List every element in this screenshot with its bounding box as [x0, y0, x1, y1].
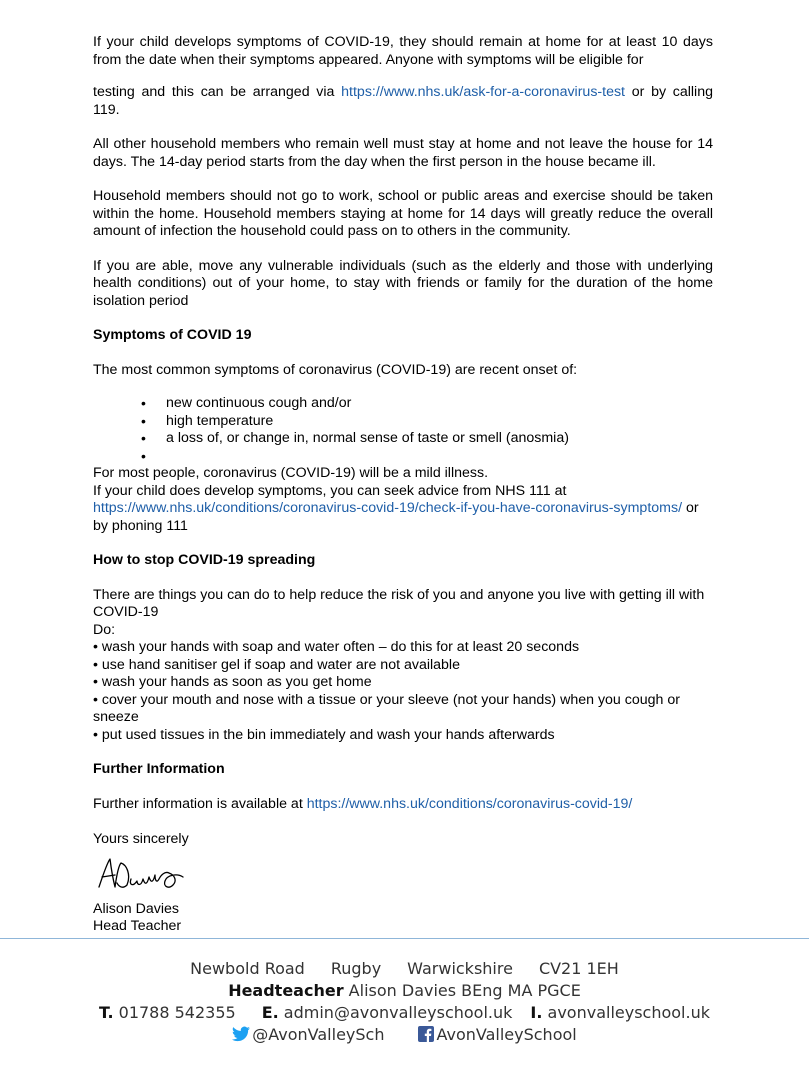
facebook-page[interactable]: AvonValleySchool — [436, 1025, 577, 1044]
address-county: Warwickshire — [407, 959, 513, 978]
do-label: Do: — [93, 621, 116, 638]
nhs-symptoms-link[interactable]: https://www.nhs.uk/conditions/coronavirus-covid-19/check-if-you-have-coronavirus-symptoms/ — [93, 500, 683, 516]
signature-image — [93, 853, 188, 895]
list-item: • new continuous cough and/or — [141, 395, 713, 413]
headteacher-label: Headteacher — [228, 981, 344, 1000]
spread-lead: There are things you can do to help reduce the risk of you and anyone you live with getting ill with COVID-19 — [93, 586, 705, 620]
twitter-handle[interactable]: @AvonValleySch — [252, 1025, 385, 1044]
mild-illness-text: For most people, coronavirus (COVID-19) will be a mild illness. — [93, 465, 489, 481]
symptoms-heading: Symptoms of COVID 19 — [93, 327, 252, 343]
footer-social — [0, 1024, 809, 1046]
intro-paragraph-4: Household members should not go to work, school or public areas and exercise should be taken within the home. Household members staying at home for 14 days will greatly reduce the overall amount of infection the household could pass on to others in the community. — [93, 188, 713, 239]
signatory-title: Head Teacher — [93, 918, 182, 934]
list-item: • wash your hands as soon as you get home — [93, 674, 372, 690]
intro-paragraph-1: If your child develops symptoms of COVID-19, they should remain at home for at least 10 days from the date when their symptoms appeared. Anyone with symptoms will be eligible for — [93, 34, 713, 68]
list-item — [141, 448, 713, 466]
symptoms-list — [93, 395, 713, 465]
test-link[interactable]: https://www.nhs.uk/ask-for-a-coronavirus-test — [341, 84, 626, 100]
signatory-name: Alison Davies — [93, 900, 179, 917]
footer-address — [0, 958, 809, 980]
letter-body — [93, 34, 713, 936]
address-street: Newbold Road — [190, 959, 305, 978]
nhs-advice-text: If your child does develop symptoms, you can seek advice from NHS 111 at — [93, 482, 567, 499]
facebook-f-icon — [418, 1026, 434, 1042]
list-item: • wash your hands with soap and water often – do this for at least 20 seconds — [93, 639, 580, 655]
headteacher-value: Alison Davies BEng MA PGCE — [343, 981, 581, 1000]
tel-value: 01788 542355 — [113, 1003, 236, 1022]
address-postcode: CV21 1EH — [538, 959, 619, 978]
tel-label: T. — [98, 1003, 114, 1022]
twitter-bird-icon — [232, 1026, 250, 1042]
web-label: I. — [530, 1003, 543, 1022]
web-value[interactable]: avonvalleyschool.uk — [542, 1003, 710, 1022]
email-value[interactable]: admin@avonvalleyschool.uk — [278, 1003, 513, 1022]
list-item: • high temperature — [141, 413, 713, 431]
intro-paragraph-5: If you are able, move any vulnerable individuals (such as the elderly and those with underlying health conditions) out of your home, to stay with friends or family for the duration of the home isolation period — [93, 257, 713, 309]
address-town: Rugby — [330, 959, 382, 978]
further-heading: Further Information — [93, 761, 225, 777]
list-item: • cover your mouth and nose with a tissue or your sleeve (not your hands) when you cough or sneeze — [93, 691, 680, 725]
email-label: E. — [261, 1003, 279, 1022]
further-text: Further information is available at https://www.nhs.uk/conditions/coronavirus-covid-19/ — [93, 795, 633, 812]
footer-headteacher — [0, 980, 809, 1002]
symptoms-lead: The most common symptoms of coronavirus (COVID-19) are recent onset of: — [93, 361, 578, 378]
list-item: • a loss of, or change in, normal sense of taste or smell (anosmia) — [141, 430, 713, 448]
school-footer — [0, 958, 809, 1046]
footer-divider — [0, 938, 809, 939]
list-item: • use hand sanitiser gel if soap and water are not available — [93, 656, 460, 673]
footer-contacts — [0, 1002, 809, 1024]
intro-paragraph-2: testing and this can be arranged via https://www.nhs.uk/ask-for-a-coronavirus-test or by calling 119. — [93, 84, 713, 118]
spread-heading: How to stop COVID-19 spreading — [93, 552, 316, 568]
intro-paragraph-3: All other household members who remain well must stay at home and not leave the house for 14 days. The 14-day period starts from the day when the first person in the house became ill. — [93, 136, 713, 170]
closing-text: Yours sincerely — [93, 831, 189, 847]
nhs-info-link[interactable]: https://www.nhs.uk/conditions/coronavirus-covid-19/ — [306, 795, 633, 812]
list-item: • put used tissues in the bin immediately and wash your hands afterwards — [93, 726, 555, 743]
nhs-advice-line: https://www.nhs.uk/conditions/coronavirus-covid-19/check-if-you-have-coronavirus-symptoms/ or by phoning 111 — [93, 500, 699, 534]
